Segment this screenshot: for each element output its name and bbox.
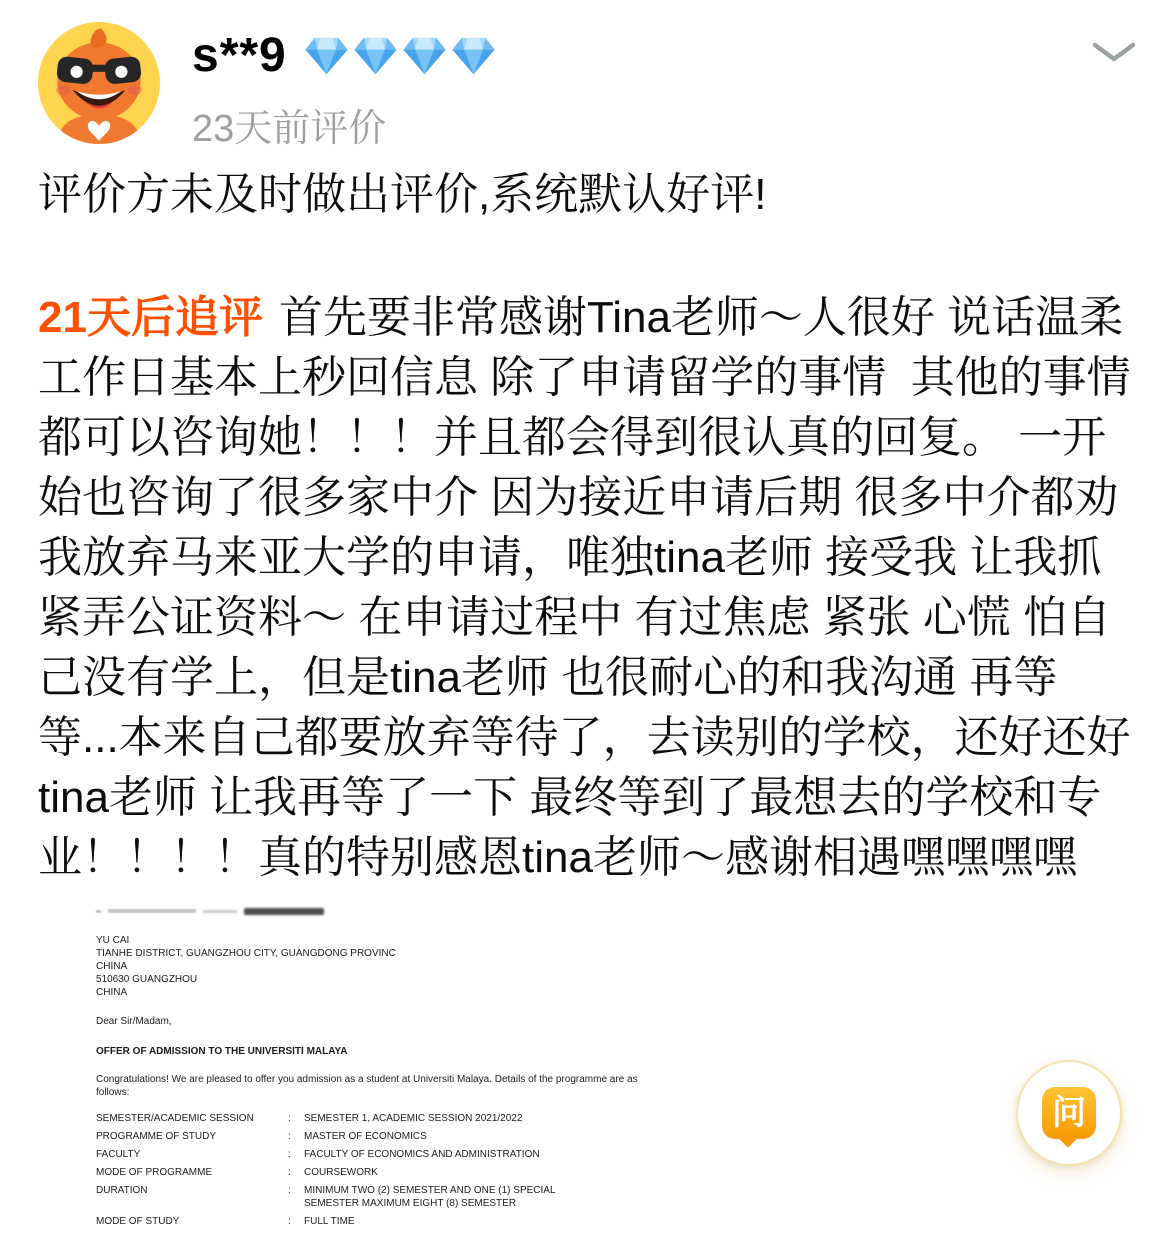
- gem-icon: [352, 35, 399, 76]
- gem-icon: [450, 35, 497, 76]
- detail-value: SEMESTER 1, ACADEMIC SESSION 2021/2022: [304, 1113, 523, 1124]
- programme-details-table: [96, 1112, 671, 1228]
- letter-salutation: Dear Sir/Madam,: [96, 1016, 172, 1027]
- table-row: [96, 1166, 671, 1179]
- followup-review: [38, 288, 1143, 888]
- detail-value: FACULTY OF ECONOMICS AND ADMINISTRATION: [304, 1149, 540, 1160]
- redacted-reference-line: [96, 906, 671, 916]
- table-row: [96, 1130, 671, 1143]
- detail-label: SEMESTER/ACADEMIC SESSION: [96, 1113, 254, 1124]
- gem-icon: [303, 35, 350, 76]
- username: s**9: [192, 29, 287, 82]
- redaction-fragment: [203, 910, 237, 913]
- detail-colon: :: [288, 1113, 291, 1124]
- mascot-avatar-icon: [38, 22, 160, 144]
- detail-colon: :: [288, 1167, 291, 1178]
- review-header: [38, 22, 1140, 152]
- detail-value: MINIMUM TWO (2) SEMESTER AND ONE (1) SPECIAL SEMESTER MAXIMUM EIGHT (8) SEMESTER: [304, 1185, 556, 1209]
- recipient-line: CHINA: [96, 987, 128, 998]
- table-row: [96, 1148, 671, 1161]
- letter-subject: OFFER OF ADMISSION TO THE UNIVERSITI MALAYA: [96, 1046, 348, 1057]
- gem-icon: [401, 35, 448, 76]
- followup-label: 21天后追评: [38, 293, 263, 342]
- avatar[interactable]: [38, 22, 160, 144]
- recipient-line: YU CAI: [96, 935, 130, 946]
- detail-label: MODE OF PROGRAMME: [96, 1167, 213, 1178]
- recipient-line: 510630 GUANGZHOU: [96, 974, 198, 985]
- redaction-fragment: [96, 910, 101, 913]
- redaction-fragment: [108, 909, 196, 913]
- detail-label: DURATION: [96, 1185, 148, 1196]
- default-review-text: 评价方未及时做出评价,系统默认好评!: [38, 170, 767, 219]
- review-body: [38, 166, 1143, 888]
- question-bubble-icon: [1042, 1087, 1096, 1139]
- detail-label: MODE OF STUDY: [96, 1216, 180, 1227]
- table-row: [96, 1215, 671, 1228]
- detail-colon: :: [288, 1131, 291, 1142]
- recipient-line: CHINA: [96, 961, 128, 972]
- review-attachment-image[interactable]: [96, 894, 671, 1233]
- detail-colon: :: [288, 1149, 291, 1160]
- ask-floating-button[interactable]: [1016, 1060, 1122, 1166]
- detail-value: COURSEWORK: [304, 1167, 378, 1178]
- recipient-line: TIANHE DISTRICT, GUANGZHOU CITY, GUANGDONG PROVINC: [96, 948, 396, 959]
- username-row: [192, 28, 497, 83]
- table-row: [96, 1112, 671, 1125]
- letter-intro: Congratulations! We are pleased to offer you admission as a student at Universiti Malaya. Details of the programme are as follows:: [96, 1074, 638, 1098]
- table-row: [96, 1184, 671, 1210]
- letter-recipient-address: [96, 934, 671, 999]
- detail-label: PROGRAMME OF STUDY: [96, 1131, 217, 1142]
- detail-label: FACULTY: [96, 1149, 141, 1160]
- redaction-bar: [244, 908, 324, 915]
- user-level-badges: [303, 35, 497, 76]
- header-info: [192, 22, 497, 152]
- ask-button-label: 问: [1052, 1094, 1086, 1132]
- detail-colon: :: [288, 1216, 291, 1227]
- detail-value: MASTER OF ECONOMICS: [304, 1131, 427, 1142]
- detail-value: FULL TIME: [304, 1216, 355, 1227]
- review-time: 23天前评价: [192, 108, 387, 150]
- chevron-down-icon[interactable]: [1092, 42, 1138, 72]
- followup-text: 首先要非常感谢Tina老师～人很好 说话温柔 工作日基本上秒回信息 除了申请留学的事情 其他的事情 都可以咨询她！！！并且都会得到很认真的回复。 一开始也咨询了很多家中介 因为接近申请后期 很多中介都劝我放弃马来亚大学的申请，唯独tina老师 接受我 让我抓紧弄公证资料～ 在申请过程中 有过焦虑 紧张 心慌 怕自己没有学上，但是tina老师 也很耐心的和我沟通 再等等...本来自己都要放弃等待了，去读别的学校，还好还好tina老师 让我再等了一下 最终等到了最想去的学校和专业！！！！真的特别感恩tina老师～感谢相遇嘿嘿嘿嘿: [38, 293, 1143, 882]
- detail-colon: :: [288, 1185, 291, 1196]
